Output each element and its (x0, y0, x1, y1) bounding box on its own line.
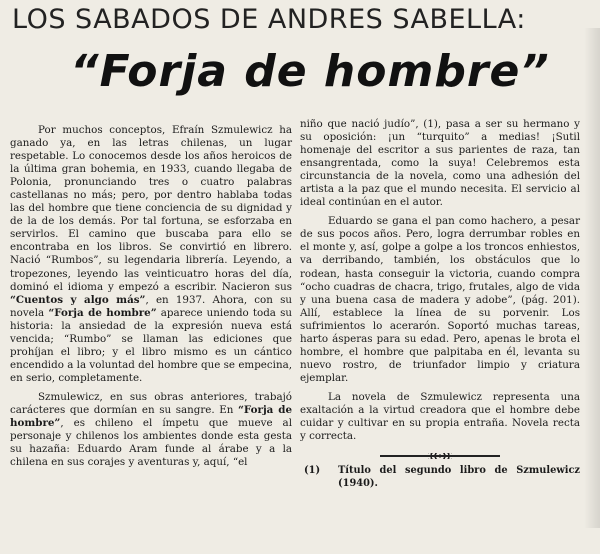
text-run: Por muchos conceptos, Efraín Szmulewicz ha ganado ya, en las letras chilenas, un lugar respetable. Lo conocemos desde los años heroicos de la última gran bohemia, en 1933, cuando llegaba de Polonia, pronunciando tres o cuatro palabras castellanas no más; pero, por dentro hablaba todas las del hombre que tiene conciencia de su dignidad y de la de los demás. Por tal fortuna, se esforzaba en servirlos. El camino que buscaba para ello se encontraba en los libros. Se convirtió en librero. Nació “Rumbos”, su legendaria librería. Leyendo, a tropezones, leyendo las veinticuatro horas del día, dominó el idioma y empezó a escribir. Nacieron sus (10, 124, 292, 293)
article-column-right (300, 118, 580, 490)
book-title-forja: “Forja de hombre” (10, 403, 292, 430)
article-headline: “Forja de hombre” (70, 46, 550, 97)
text-run: Szmulewicz, en sus obras anteriores, trabajó carácteres que dormían en su sangre. En (10, 390, 292, 416)
article-column-left (10, 124, 292, 469)
footnote-mark: (1) (304, 465, 321, 477)
page-edge-shadow (584, 28, 600, 528)
right-paragraph-2: Eduardo se gana el pan como hachero, a pesar de sus pocos años. Pero, logra derrumbar robles en el monte y, así, golpe a golpe a los troncos enhiestos, va derribando, también, los obstáculos que lo rodean, hasta conseguir la victoria, cuando compra “ocho cuadras de chacra, trigo, frutales, algo de vida y una buena casa de madera y adobe”, (pág. 201). Allí, establece la línea de su porvenir. Los sufrimientos lo acerarón. Soportó muchas tareas, harto ásperas para su edad. Pero, apenas le brota el hombre, el hombre que palpitaba en él, levanta su nuevo rostro, de triunfador limpio y criatura ejemplar. (300, 215, 580, 384)
right-paragraph-3: La novela de Szmulewicz representa una exaltación a la virtud creadora que el hombre debe cuidar y cultivar en su propia entraña. Novela recta y correcta. (300, 390, 580, 443)
left-paragraph-2 (10, 391, 292, 469)
left-paragraph-1 (10, 124, 292, 385)
right-paragraph-1: niño que nació judío”, (1), pasa a ser su hermano y su oposición: ¡un “turquito” a medias! ¡Sutil homenaje del escritor a sus parientes de raza, tan ensangrentada, como la suya! Celebremos esta circunstancia de la novela, como una adhesión del artista a la paz que el mundo necesita. El servicio al ideal continúan en el autor. (300, 118, 580, 209)
footnote (300, 465, 580, 490)
footnote-text: Título del segundo libro de Szmulewicz (1940). (338, 465, 580, 489)
text-run: aparece uniendo toda su historia: la ansiedad de la expresión nueva está vencida; “Rumbo” se llaman las ediciones que prohíjan el libro; y el libro mismo es un cántico encendido a la voluntad del hombre que se empecina, en serio, completamente. (10, 306, 292, 384)
column-kicker: LOS SABADOS DE ANDRES SABELLA: (12, 4, 526, 35)
text-run: , es chileno el ímpetu que mueve al personaje y chilenos los ambientes donde esta gesta su hazaña: Eduardo Aram funde al árabe y a la chilena en sus corajes y aventuras y, aquí, “el (10, 417, 292, 469)
book-title-forja: “Forja de hombre” (48, 306, 157, 319)
ornamental-divider (380, 453, 500, 459)
book-title-cuentos: “Cuentos y algo más” (10, 293, 146, 306)
text-run: , en 1937. Ahora, con su novela (10, 293, 292, 319)
